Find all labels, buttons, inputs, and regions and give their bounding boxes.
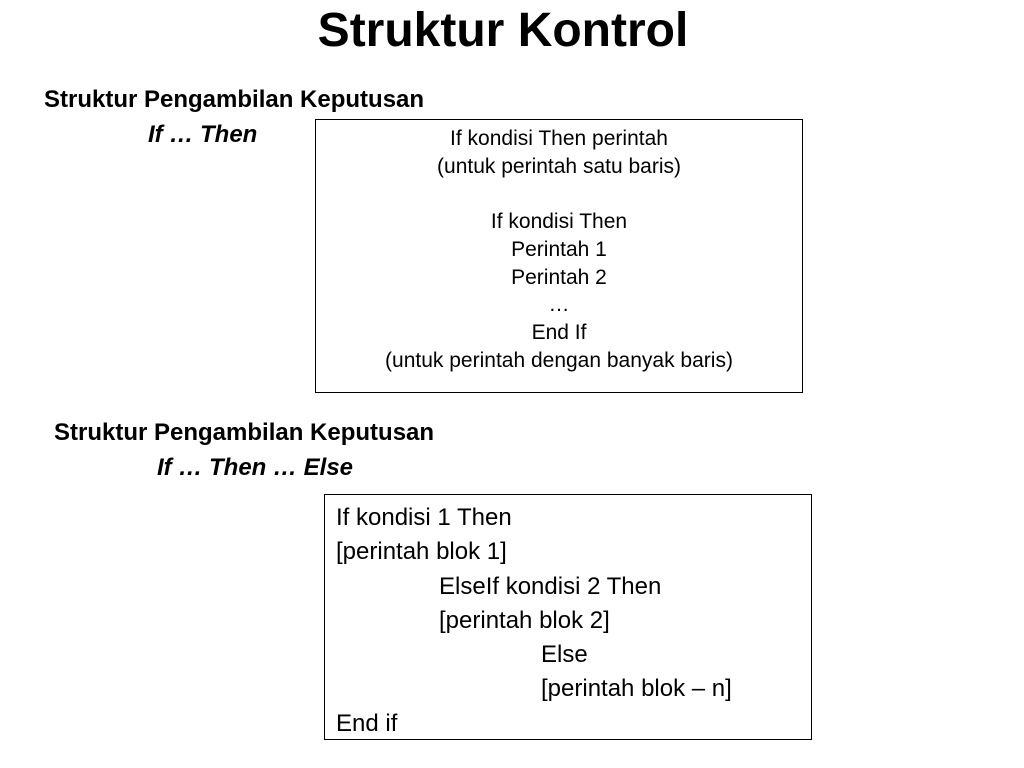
slide-title: Struktur Kontrol: [317, 4, 689, 57]
section2-subheading: If … Then … Else: [157, 454, 354, 481]
syntax-line: Perintah 1: [511, 237, 607, 261]
syntax-line: [perintah blok 1]: [336, 538, 507, 566]
syntax-line: Else: [541, 641, 588, 669]
section2-heading: Struktur Pengambilan Keputusan: [54, 419, 435, 446]
if-then-else-syntax-box: [324, 494, 812, 740]
syntax-line: (untuk perintah satu baris): [437, 154, 681, 178]
syntax-line: …: [548, 293, 570, 317]
if-then-syntax-box: [315, 119, 803, 393]
section1-subheading: If … Then: [148, 121, 258, 148]
syntax-line: If kondisi Then: [490, 210, 628, 234]
syntax-line: Perintah 2: [511, 265, 607, 289]
syntax-line: [perintah blok – n]: [541, 675, 732, 703]
syntax-line: End If: [531, 320, 587, 344]
syntax-line: If kondisi 1 Then: [336, 504, 512, 531]
syntax-line: [perintah blok 2]: [439, 606, 610, 634]
section1-heading: Struktur Pengambilan Keputusan: [44, 86, 425, 113]
syntax-line: ElseIf kondisi 2 Then: [439, 572, 662, 600]
syntax-line: If kondisi Then perintah: [450, 127, 668, 150]
syntax-line: End if: [336, 709, 398, 737]
syntax-blank-line: [316, 180, 802, 208]
syntax-line: (untuk perintah dengan banyak baris): [385, 348, 733, 372]
